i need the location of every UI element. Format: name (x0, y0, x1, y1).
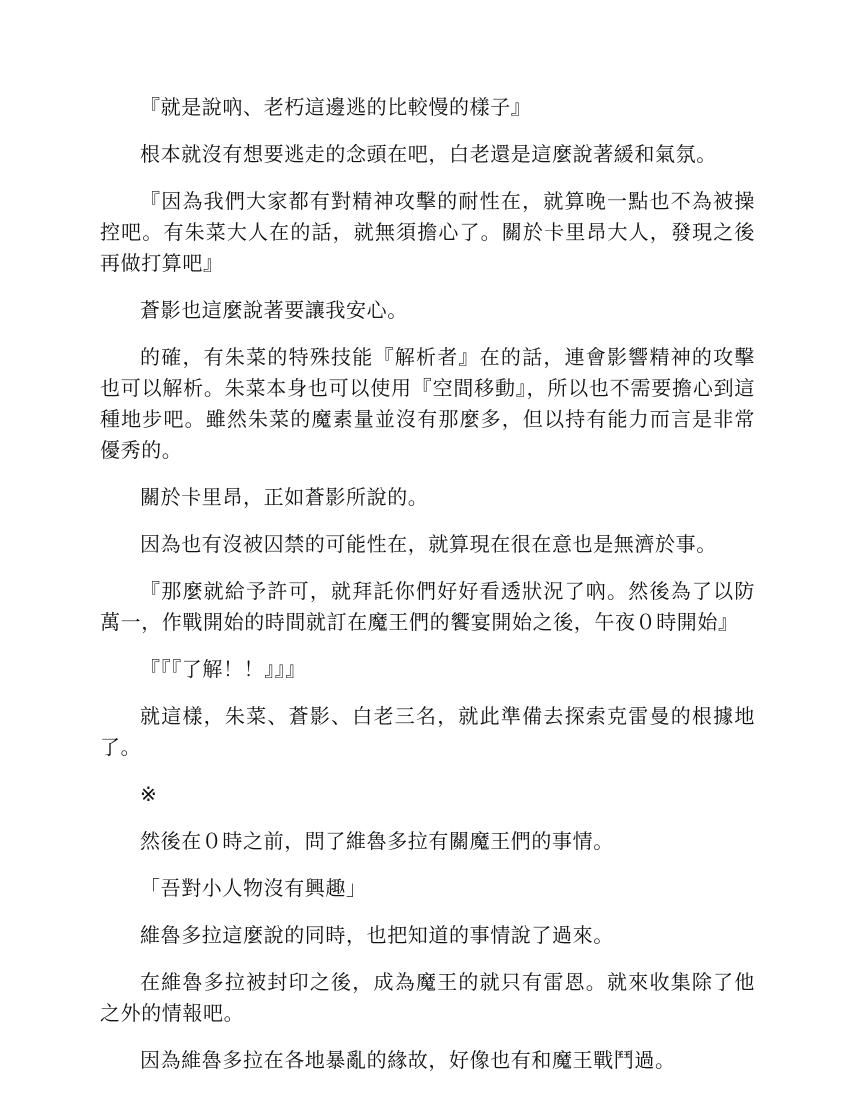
paragraph: 『那麼就給予許可，就拜託你們好好看透狀況了吶。然後為了以防萬一，作戰開始的時間就訂在魔王們的饗宴開始之後，午夜０時開始』 (100, 579, 755, 634)
paragraph: 『就是說吶、老朽這邊逃的比較慢的樣子』 (140, 95, 532, 119)
paragraph: 因為也有沒被囚禁的可能性在，就算現在很在意也是無濟於事。 (140, 532, 717, 556)
paragraph: 維魯多拉這麼說的同時，也把知道的事情說了過來。 (140, 923, 614, 947)
paragraph: 的確，有朱菜的特殊技能『解析者』在的話，連會影響精神的攻擊也可以解析。朱菜本身也可以使用『空間移動』，所以也不需要擔心到這種地步吧。雖然朱菜的魔素量並沒有那麼多，但以持有能力而言是非常優秀的。 (100, 345, 755, 462)
paragraph: 『因為我們大家都有對精神攻擊的耐性在，就算晚一點也不為被操控吧。有朱菜大人在的話，就無須擔心了。關於卡里昂大人，發現之後再做打算吧』 (100, 189, 755, 275)
paragraph: 『『『了解！！』』』 (140, 657, 306, 681)
paragraph: 關於卡里昂，正如蒼影所說的。 (140, 485, 429, 509)
paragraph: 然後在０時之前，問了維魯多拉有關魔王們的事情。 (140, 829, 614, 853)
paragraph: 蒼影也這麼說著要讓我安心。 (140, 298, 408, 322)
paragraph: 根本就沒有想要逃走的念頭在吧，白老還是這麼說著緩和氣氛。 (140, 142, 717, 166)
paragraph: 在維魯多拉被封印之後，成為魔王的就只有雷恩。就來收集除了他之外的情報吧。 (100, 970, 755, 1025)
body-text (100, 92, 755, 1092)
paragraph: 因為維魯多拉在各地暴亂的緣故，好像也有和魔王戰鬥過。 (140, 1048, 676, 1072)
paragraph: 就這樣，朱菜、蒼影、白老三名，就此準備去探索克雷曼的根據地了。 (100, 704, 755, 759)
scene-break-mark: ※ (140, 782, 158, 806)
paragraph: 「吾對小人物沒有興趣」 (140, 876, 367, 900)
